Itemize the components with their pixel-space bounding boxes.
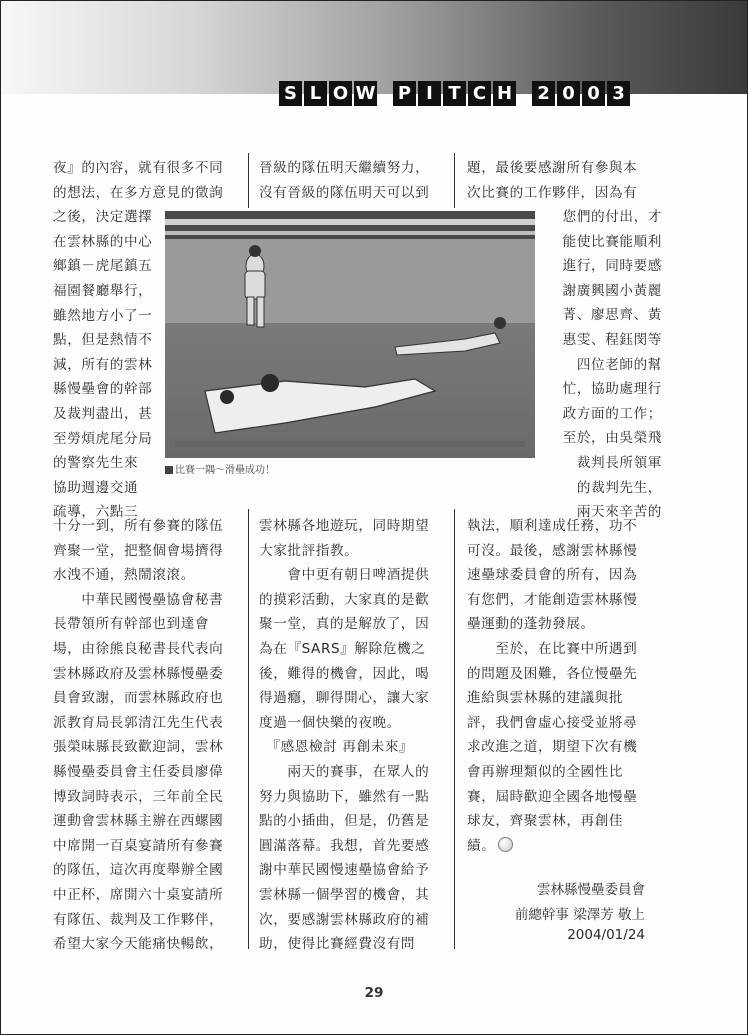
text-line: 速壘球委員會的所有，因為 [467,567,638,584]
title-letter: 0 [557,81,580,106]
column-divider [248,153,249,208]
article-text-column-1 [53,514,239,957]
text-line: 聚一堂，真的是解放了，因 [259,616,430,633]
column-divider [454,153,455,208]
text-line: 博致詞時表示，三年前全民 [53,788,224,805]
text-line: 點的小插曲，但是，仍舊是 [259,813,430,830]
text-line: 點，但是熱情不 [53,332,153,349]
text-line: 的警察先生來 [53,455,139,472]
article-text-right-flow [542,205,662,525]
text-line: 會中更有朝日啤酒提供 [259,567,430,584]
text-line: 張榮味縣長致歡迎詞，雲林 [53,739,224,756]
text-line: 的隊伍，這次再度舉辦全國 [53,862,224,879]
title-word [279,81,377,106]
title-letter: P [393,81,416,106]
text-line: 次比賽的工作夥伴，因為有 [467,184,638,201]
slow-pitch-2003-title [279,80,630,107]
text-line: 員會致謝，而雲林縣政府也 [53,690,224,707]
text-line: 可沒。最後，感謝雲林縣慢 [467,542,638,559]
text-line: 中正杯，席開六十桌宴請所 [53,886,224,903]
text-line: 鄉鎮－虎尾鎮五 [53,258,153,275]
column-divider [454,509,455,949]
text-line: 四位老師的幫 [576,356,662,373]
text-line: 運動會雲林縣主辦在西螺國 [53,813,224,830]
title-letter: L [304,81,327,106]
text-line: 進行，同時要感 [562,258,662,275]
text-line: 壘運動的蓬勃發展。 [467,616,595,633]
text-line: 十分一到，所有參賽的隊伍 [53,518,224,534]
text-line: 有您們，才能創造雲林縣慢 [467,591,638,608]
text-line: 求改進之道，期望下次有機 [467,739,638,756]
text-line: 能使比賽能順利 [562,233,662,250]
text-line: 雖然地方小了一 [53,307,153,324]
text-line: 福園餐廳舉行， [53,282,153,299]
text-line: 績。 [467,834,653,859]
title-letter: 3 [607,81,630,106]
photo-illustration [165,211,535,458]
text-line: 的問題及困難，各位慢壘先 [467,665,638,682]
text-line: 縣慢壘委員會主任委員廖偉 [53,763,224,780]
text-line: 夜』的內容，就有很多不同 [53,160,224,176]
title-letter: 2 [532,81,555,106]
text-line: 齊聚一堂，把整個會場擠得 [53,542,224,559]
text-line: 次，要感謝雲林縣政府的補 [259,911,430,928]
text-line: 至勞煩虎尾分局 [53,430,153,447]
title-letter: H [493,81,516,106]
text-line: 謝廣興國小黃麗 [562,282,662,299]
title-letter: S [279,81,302,106]
text-line: 雲林縣各地遊玩，同時期望 [259,518,430,534]
text-line: 中席開一百桌宴請所有參賽 [53,837,224,854]
signature-org: 雲林縣慢壘委員會 [537,882,645,898]
column-divider [248,509,249,949]
article-text-top-left [53,156,224,525]
text-line: 協助週邊交通 [53,479,139,496]
text-line: 至於，由吳榮飛 [562,430,662,447]
text-line: 希望大家今天能痛快暢飲， [53,936,224,953]
text-line: 度過一個快樂的夜晚。 [259,714,401,731]
text-line: 圓滿落幕。我想，首先要感 [259,837,430,854]
text-line: 執法，順利達成任務，功不 [467,518,638,534]
text-line: 兩天來辛苦的 [576,504,662,521]
text-line: 派教育局長郭清江先生代表 [53,714,224,731]
text-line: 疏導，六點三 [53,504,139,521]
text-line: 及裁判盡出，甚 [53,405,153,422]
text-line: 有隊伍、裁判及工作夥伴， [53,911,224,928]
text-line: 評，我們會虛心接受並將尋 [467,714,638,731]
softball-icon [498,837,513,852]
title-word [532,81,630,106]
title-letter: O [329,81,352,106]
text-line: 水洩不通，熱鬧滾滾。 [53,567,195,584]
text-line: 題，最後要感謝所有參與本 [467,160,638,176]
title-letter: C [468,81,491,106]
text-line: 雲林縣一個學習的機會，其 [259,886,430,903]
photo-caption [165,461,275,476]
text-line: 政方面的工作； [562,405,662,422]
text-line: 進給與雲林縣的建議與批 [467,690,624,707]
text-line: 菁、廖思齊、黃 [562,307,662,324]
text-line: 場，由徐熊良秘書長代表向 [53,640,224,657]
article-text-top-middle [259,156,445,205]
softball-slide-photo [165,211,535,458]
title-letter: W [355,83,376,104]
text-line: 球友，齊聚雲林，再創佳 [467,813,624,830]
text-line: 至於，在比賽中所遇到 [467,640,638,657]
text-line: 後，難得的機會，因此，喝 [259,665,430,682]
text-line: 長帶領所有幹部也到達會 [53,616,210,633]
text-line: 兩天的賽事，在眾人的 [259,763,430,780]
text-line: 的想法，在多方意見的徵詢 [53,184,224,201]
text-line: 沒有晉級的隊伍明天可以到 [259,184,430,201]
text-line: 減，所有的雲林 [53,356,153,373]
signature-date: 2004/01/24 [567,927,645,943]
caption-square-icon [165,466,173,474]
text-line: 惠雯、程鈺閔等 [562,331,662,348]
text-line: 在雲林縣的中心 [53,233,153,250]
article-text-column-3 [467,514,653,858]
text-line: 您們的付出，才 [562,209,662,225]
text-line: 中華民國慢壘協會秘書 [53,591,224,608]
text-line: 努力與協助下，雖然有一點 [259,788,430,805]
text-line: 助，使得比賽經費沒有問 [259,936,416,953]
text-line: 的裁判先生， [576,479,662,496]
text-line: 雲林縣政府及雲林縣慢壘委 [53,665,224,682]
text-line: 大家批評指教。 [259,542,359,559]
text-line: 裁判長所領軍 [576,454,662,471]
text-line: 為在『SARS』解除危機之 [259,640,426,657]
text-line: 晉級的隊伍明天繼續努力， [259,160,430,176]
text-line: 縣慢壘會的幹部 [53,381,153,398]
article-text-column-2 [259,514,445,957]
title-letter: T [443,81,466,106]
text-line: 謝中華民國慢速壘協會給予 [259,862,430,879]
text-line: 得過癮，聊得開心，讓大家 [259,690,430,707]
text-line: 之後，決定選擇 [53,209,153,226]
text-line: 忙，協助處理行 [562,381,662,398]
text-line: 賽，屆時歡迎全國各地慢壘 [467,788,638,805]
title-word [393,81,516,106]
title-letter: 0 [582,81,605,106]
text-line: 會再辦理類似的全國性比 [467,763,624,780]
title-letter: I [418,81,441,106]
signature-name: 前總幹事 梁澤芳 敬上 [514,907,645,923]
page-number: 29 [364,985,384,1001]
article-text-top-right [467,156,653,205]
photo-caption-text: 比賽一隅～滑壘成功！ [175,465,275,476]
text-line: 『感恩檢討 再創未來』 [259,739,414,756]
text-line: 的摸彩活動，大家真的是歡 [259,591,430,608]
